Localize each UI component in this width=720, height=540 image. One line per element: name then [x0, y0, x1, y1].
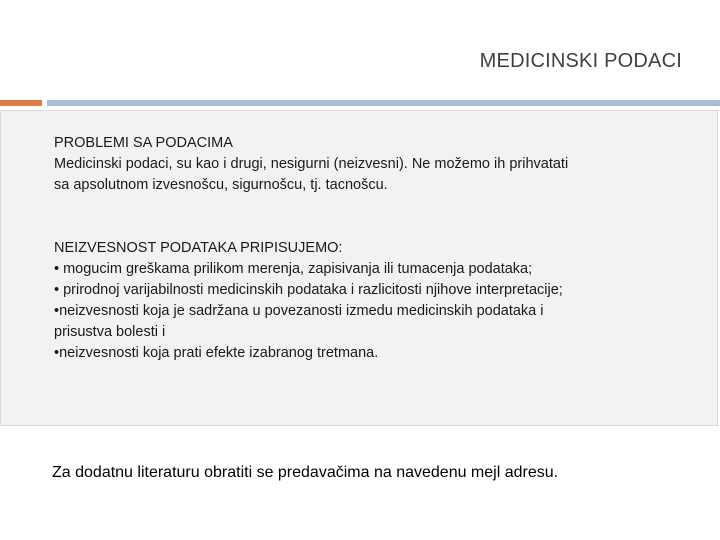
footer-note: Za dodatnu literaturu obratiti se predavačima na navedenu mejl adresu. [52, 464, 559, 481]
body-line: sa apsolutnom izvesnošcu, sigurnošcu, tj. tacnošcu. [54, 177, 388, 193]
bullet-item: • mogucim greškama prilikom merenja, zapisivanja ili tumacenja podataka; [54, 261, 533, 277]
section-spacer [54, 196, 694, 238]
body-line: Medicinski podaci, su kao i drugi, nesigurni (neizvesni). Ne možemo ih prihvatati [54, 156, 569, 172]
accent-rule-orange [0, 100, 42, 106]
bullet-item-continuation: prisustva bolesti i [54, 324, 166, 340]
section-heading-neizvesnost: NEIZVESNOST PODATAKA PRIPISUJEMO: [54, 240, 343, 256]
section-heading-problemi: PROBLEMI SA PODACIMA [54, 135, 233, 151]
slide-title: MEDICINSKI PODACI [479, 50, 682, 72]
bullet-item: • prirodnoj varijabilnosti medicinskih podataka i razlicitosti njihove interpretacije; [54, 282, 563, 298]
bullet-item: •neizvesnosti koja prati efekte izabranog tretmana. [54, 345, 379, 361]
content-text [54, 133, 694, 364]
content-box [0, 110, 718, 426]
accent-rule-blue [47, 100, 720, 106]
bullet-item: •neizvesnosti koja je sadržana u povezanosti izmedu medicinskih podataka i [54, 303, 544, 319]
